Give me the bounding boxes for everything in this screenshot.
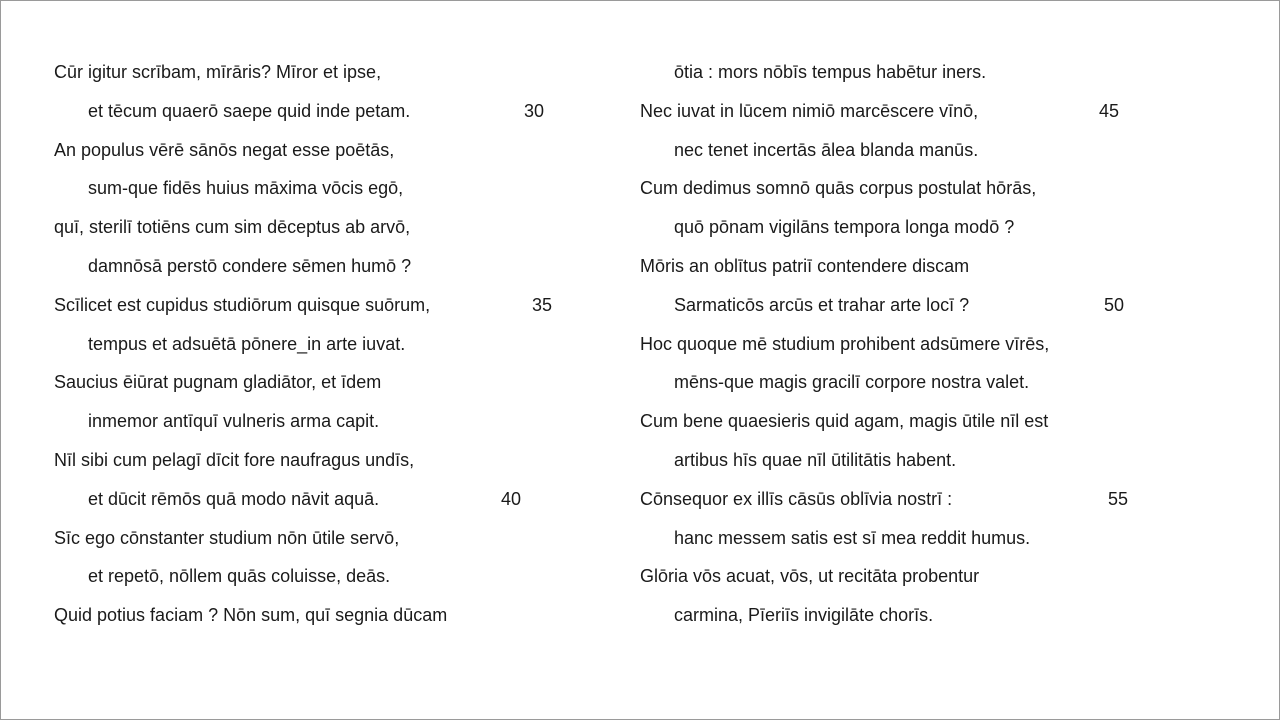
verse-text: Nīl sibi cum pelagī dīcit fore naufragus undīs, bbox=[54, 449, 415, 470]
verse-text: Saucius ēiūrat pugnam gladiātor, et īdem bbox=[54, 372, 382, 393]
verse-line bbox=[640, 441, 1200, 480]
verse-text: sum-que fidēs huius māxima vōcis egō, bbox=[88, 178, 404, 199]
verse-line bbox=[54, 169, 614, 208]
verse-text: Sīc ego cōnstanter studium nōn ūtile servō, bbox=[54, 527, 400, 548]
verse-text: Mōris an oblītus patriī contendere discam bbox=[640, 255, 970, 276]
line-number: 45 bbox=[1099, 100, 1120, 121]
verse-line bbox=[640, 53, 1200, 92]
verse-line bbox=[54, 92, 614, 131]
verse-text: nec tenet incertās ālea blanda manūs. bbox=[674, 139, 979, 160]
verse-line bbox=[640, 557, 1200, 596]
verse-text: An populus vērē sānōs negat esse poētās, bbox=[54, 139, 395, 160]
verse-line bbox=[640, 402, 1200, 441]
verse-line bbox=[640, 208, 1200, 247]
verse-line bbox=[640, 480, 1200, 519]
verse-line bbox=[54, 363, 614, 402]
line-number: 55 bbox=[1108, 488, 1129, 509]
verse-text: quō pōnam vigilāns tempora longa modō ? bbox=[674, 217, 1015, 238]
verse-line bbox=[640, 92, 1200, 131]
verse-text: Scīlicet est cupidus studiōrum quisque suōrum, bbox=[54, 294, 431, 315]
right-verse-column bbox=[640, 53, 1200, 635]
verse-line bbox=[54, 519, 614, 558]
verse-line bbox=[54, 53, 614, 92]
verse-text: Quid potius faciam ? Nōn sum, quī segnia dūcam bbox=[54, 605, 448, 626]
verse-text: Cum dedimus somnō quās corpus postulat hōrās, bbox=[640, 178, 1037, 199]
verse-line bbox=[640, 247, 1200, 286]
verse-line bbox=[54, 441, 614, 480]
verse-text: Hoc quoque mē studium prohibent adsūmere vīrēs, bbox=[640, 333, 1050, 354]
left-verse-column bbox=[54, 53, 614, 635]
verse-text: tempus et adsuētā pōnere_in arte iuvat. bbox=[88, 333, 406, 354]
verse-line bbox=[54, 131, 614, 170]
verse-text: inmemor antīquī vulneris arma capit. bbox=[88, 411, 380, 432]
verse-text: artibus hīs quae nīl ūtilitātis habent. bbox=[674, 449, 957, 470]
verse-text: quī, sterilī totiēns cum sim dēceptus ab arvō, bbox=[54, 217, 411, 238]
verse-text: damnōsā perstō condere sēmen humō ? bbox=[88, 255, 412, 276]
verse-line bbox=[54, 480, 614, 519]
verse-text: carmina, Pīeriīs invigilāte chorīs. bbox=[674, 605, 934, 626]
verse-text: Cōnsequor ex illīs cāsūs oblīvia nostrī : bbox=[640, 488, 953, 509]
verse-text: Cūr igitur scrībam, mīrāris? Mīror et ipse, bbox=[54, 62, 382, 82]
line-number: 40 bbox=[501, 488, 522, 509]
verse-text: ōtia : mors nōbīs tempus habētur iners. bbox=[674, 62, 987, 82]
verse-line bbox=[640, 596, 1200, 635]
verse-text: Nec iuvat in lūcem nimiō marcēscere vīnō, bbox=[640, 100, 979, 121]
verse-text: et dūcit rēmōs quā modo nāvit aquā. bbox=[88, 488, 380, 509]
verse-line bbox=[54, 208, 614, 247]
verse-text: mēns-que magis gracilī corpore nostra valet. bbox=[674, 372, 1030, 393]
verse-line bbox=[54, 596, 614, 635]
verse-line bbox=[640, 169, 1200, 208]
verse-text: Glōria vōs acuat, vōs, ut recitāta probentur bbox=[640, 566, 980, 587]
verse-line bbox=[54, 557, 614, 596]
verse-line bbox=[54, 286, 614, 325]
verse-line bbox=[54, 247, 614, 286]
verse-text: et tēcum quaerō saepe quid inde petam. bbox=[88, 100, 411, 121]
verse-line bbox=[54, 402, 614, 441]
verse-line bbox=[640, 286, 1200, 325]
verse-line bbox=[640, 131, 1200, 170]
verse-text: et repetō, nōllem quās coluisse, deās. bbox=[88, 566, 391, 587]
verse-line bbox=[640, 363, 1200, 402]
verse-line bbox=[640, 519, 1200, 558]
verse-text: Sarmaticōs arcūs et trahar arte locī ? bbox=[674, 294, 970, 315]
line-number: 30 bbox=[524, 100, 545, 121]
verse-text: hanc messem satis est sī mea reddit humus. bbox=[674, 527, 1031, 548]
line-number: 35 bbox=[532, 294, 553, 315]
verse-line bbox=[54, 325, 614, 364]
line-number: 50 bbox=[1104, 294, 1125, 315]
verse-text: Cum bene quaesieris quid agam, magis ūtile nīl est bbox=[640, 411, 1049, 432]
verse-line bbox=[640, 325, 1200, 364]
